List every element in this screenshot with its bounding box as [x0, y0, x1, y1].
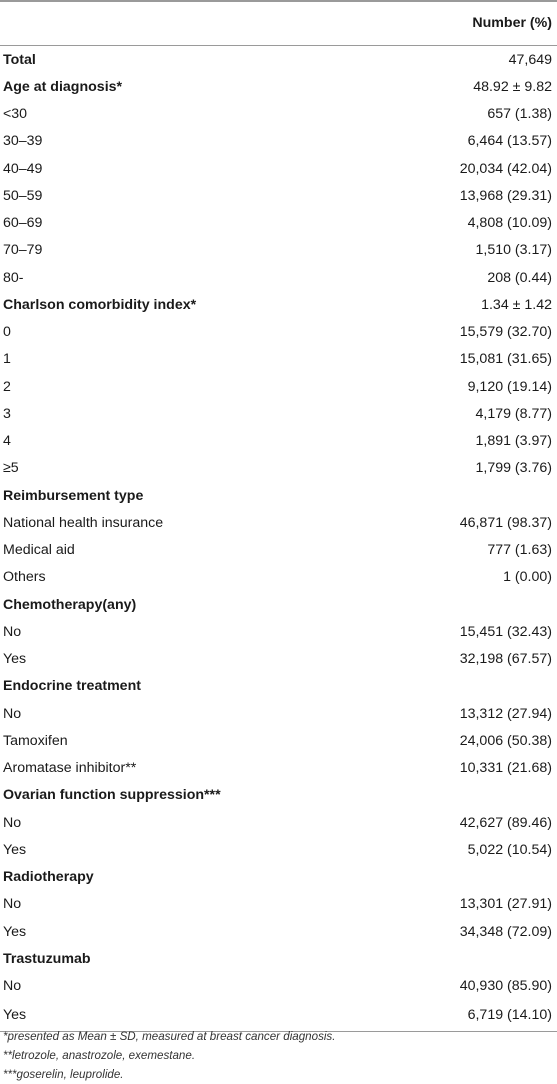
table-row [0, 755, 557, 782]
row-label: Tamoxifen [3, 732, 68, 749]
row-label: Yes [3, 923, 27, 940]
row-label: 2 [3, 378, 11, 395]
row-label: Reimbursement type [3, 487, 144, 504]
table-row [0, 809, 557, 836]
row-value: 15,081 (31.65) [459, 351, 552, 368]
table-row [0, 373, 557, 400]
table-body [0, 46, 557, 1032]
row-value [350, 591, 557, 618]
row-label: 0 [3, 324, 11, 341]
header-label-cell [0, 0, 350, 46]
table-section-row [0, 482, 557, 509]
row-value: 32,198 (67.57) [459, 651, 552, 668]
table-row [0, 237, 557, 264]
row-value: 13,312 (27.94) [459, 705, 552, 722]
table-row [0, 836, 557, 863]
footnote: *presented as Mean ± SD, measured at breast cancer diagnosis. [3, 1030, 336, 1043]
row-label: Trastuzumab [3, 950, 91, 967]
row-label: 40–49 [3, 160, 43, 177]
table-row [0, 155, 557, 182]
table-row [0, 210, 557, 237]
table-row [0, 455, 557, 482]
table-row [0, 264, 557, 291]
row-label: 70–79 [3, 242, 43, 259]
row-label: No [3, 978, 22, 995]
row-label: Aromatase inhibitor** [3, 760, 137, 777]
table-row [0, 182, 557, 209]
row-label: No [3, 623, 22, 640]
row-value: 13,968 (29.31) [459, 187, 552, 204]
row-label: Total [3, 51, 36, 68]
table-row [0, 101, 557, 128]
row-value: 48.92 ± 9.82 [473, 78, 552, 95]
row-label: Chemotherapy(any) [3, 596, 137, 613]
row-value [350, 864, 557, 891]
table-section-row [0, 864, 557, 891]
table-row [0, 537, 557, 564]
row-value: 6,719 (14.10) [350, 1000, 557, 1032]
row-value: 657 (1.38) [487, 106, 552, 123]
table-row [0, 727, 557, 754]
row-value [350, 945, 557, 972]
row-value: 1,799 (3.76) [475, 460, 552, 477]
row-label: 1 [3, 351, 11, 368]
row-value: 4,808 (10.09) [467, 215, 552, 232]
table-section-row [0, 945, 557, 972]
table-row [0, 128, 557, 155]
row-label: 3 [3, 405, 11, 422]
table-row [0, 918, 557, 945]
row-label: National health insurance [3, 514, 164, 531]
row-value: 13,301 (27.91) [459, 896, 552, 913]
table-row [0, 618, 557, 645]
row-label: Medical aid [3, 542, 75, 559]
row-value: 9,120 (19.14) [467, 378, 552, 395]
row-label: Yes [0, 1000, 350, 1032]
row-value: 6,464 (13.57) [467, 133, 552, 150]
table-row [0, 400, 557, 427]
row-value [350, 482, 557, 509]
table-row [0, 564, 557, 591]
footnote: ***goserelin, leuprolide. [3, 1068, 124, 1081]
row-value: 1,891 (3.97) [475, 433, 552, 450]
row-label: No [3, 705, 22, 722]
row-value: 5,022 (10.54) [467, 841, 552, 858]
row-label: Others [3, 569, 46, 586]
row-label: Age at diagnosis* [3, 78, 123, 95]
table-header-row [0, 0, 557, 46]
row-value: 40,930 (85.90) [459, 978, 552, 995]
row-label: 4 [3, 433, 11, 450]
row-label: 60–69 [3, 215, 43, 232]
row-value: 1.34 ± 1.42 [481, 296, 552, 313]
table-section-row [0, 73, 557, 100]
row-value: 208 (0.44) [487, 269, 552, 286]
table-row [0, 509, 557, 536]
row-label: No [3, 896, 22, 913]
row-value [350, 673, 557, 700]
footnotes [3, 1027, 335, 1084]
row-value: 24,006 (50.38) [459, 732, 552, 749]
row-label: No [3, 814, 22, 831]
row-label: <30 [3, 106, 28, 123]
footnote: **letrozole, anastrozole, exemestane. [3, 1049, 196, 1062]
table-section-row [0, 782, 557, 809]
row-label: Yes [3, 651, 27, 668]
row-value: 10,331 (21.68) [459, 760, 552, 777]
table-section-row [0, 46, 557, 74]
row-value: 46,871 (98.37) [459, 514, 552, 531]
row-label: ≥5 [3, 460, 19, 477]
row-value: 20,034 (42.04) [459, 160, 552, 177]
row-value: 15,579 (32.70) [459, 324, 552, 341]
row-value: 1,510 (3.17) [475, 242, 552, 259]
row-label: 50–59 [3, 187, 43, 204]
row-value [350, 782, 557, 809]
row-value: 34,348 (72.09) [459, 923, 552, 940]
table-section-row [0, 673, 557, 700]
table-row [0, 319, 557, 346]
row-label: Yes [3, 841, 27, 858]
table-row [0, 700, 557, 727]
row-value: 4,179 (8.77) [475, 405, 552, 422]
row-value: 42,627 (89.46) [459, 814, 552, 831]
table-row [0, 646, 557, 673]
table-section-row [0, 291, 557, 318]
row-value: 15,451 (32.43) [459, 623, 552, 640]
table-section-row [0, 591, 557, 618]
row-label: Ovarian function suppression*** [3, 787, 221, 804]
row-label: 30–39 [3, 133, 43, 150]
row-label: Charlson comorbidity index* [3, 296, 197, 313]
row-label: 80- [3, 269, 24, 286]
table-row [0, 891, 557, 918]
row-value: 47,649 [508, 51, 552, 68]
table-row [0, 346, 557, 373]
table-row [0, 428, 557, 455]
row-value: 1 (0.00) [503, 569, 552, 586]
row-label: Endocrine treatment [3, 678, 141, 695]
header-number-cell: Number (%) [350, 0, 557, 46]
row-label: Radiotherapy [3, 869, 94, 886]
row-value: 777 (1.63) [487, 542, 552, 559]
table-row [0, 973, 557, 1000]
